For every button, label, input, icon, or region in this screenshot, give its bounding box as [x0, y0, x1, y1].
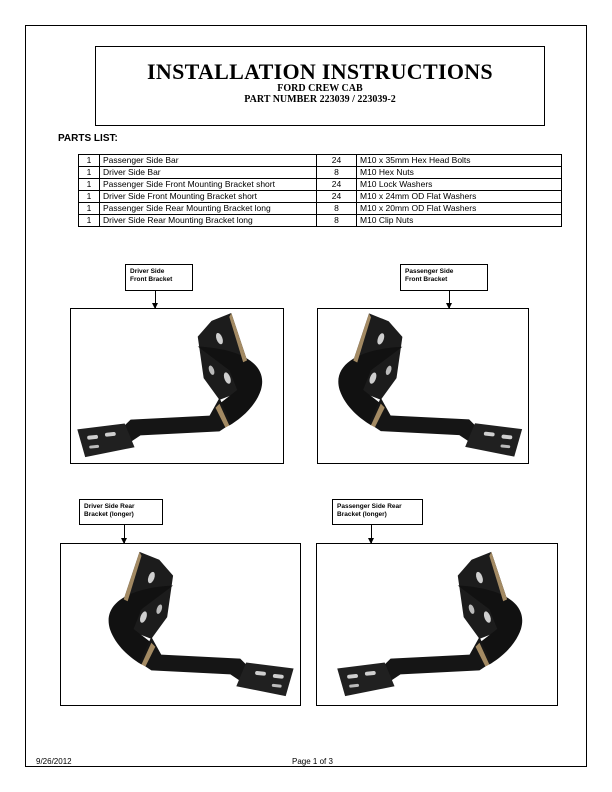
qty-cell: 24 — [317, 179, 357, 191]
passenger-front-label — [400, 264, 488, 291]
driver-front-arrow — [155, 291, 156, 308]
qty-cell: 24 — [317, 191, 357, 203]
bracket-illustration — [61, 544, 300, 705]
description-cell: M10 x 35mm Hex Head Bolts — [357, 155, 562, 167]
parts-list-heading: PARTS LIST: — [58, 133, 118, 144]
passenger-rear-label — [332, 499, 423, 525]
bracket-illustration — [71, 309, 283, 463]
description-cell: M10 x 20mm OD Flat Washers — [357, 203, 562, 215]
parts-table — [78, 154, 562, 227]
table-row — [79, 203, 562, 215]
passenger-front-arrow — [449, 291, 450, 308]
label-line: Bracket (longer) — [337, 511, 387, 518]
qty-cell: 8 — [317, 203, 357, 215]
label-line: Bracket (longer) — [84, 511, 134, 518]
page-number: Page 1 of 3 — [292, 757, 333, 766]
qty-cell: 1 — [79, 215, 100, 227]
table-row — [79, 167, 562, 179]
passenger-rear-bracket-image — [316, 543, 558, 706]
label-line: Driver Side — [130, 268, 165, 275]
label-line: Passenger Side — [405, 268, 454, 275]
bracket-illustration — [318, 309, 528, 463]
qty-cell: 1 — [79, 191, 100, 203]
driver-rear-arrow — [124, 525, 125, 543]
label-line: Front Bracket — [405, 276, 448, 283]
qty-cell: 1 — [79, 155, 100, 167]
description-cell: M10 x 24mm OD Flat Washers — [357, 191, 562, 203]
description-cell: M10 Clip Nuts — [357, 215, 562, 227]
description-cell: M10 Hex Nuts — [357, 167, 562, 179]
label-line: Passenger Side Rear — [337, 503, 402, 510]
driver-front-bracket-image — [70, 308, 284, 464]
passenger-front-bracket-image — [317, 308, 529, 464]
title-box — [95, 46, 545, 126]
description-cell: M10 Lock Washers — [357, 179, 562, 191]
label-line: Front Bracket — [130, 276, 173, 283]
qty-cell: 1 — [79, 167, 100, 179]
description-cell: Passenger Side Bar — [100, 155, 317, 167]
bracket-illustration — [317, 544, 557, 705]
driver-front-label — [125, 264, 193, 291]
label-line: Driver Side Rear — [84, 503, 135, 510]
description-cell: Driver Side Bar — [100, 167, 317, 179]
qty-cell: 24 — [317, 155, 357, 167]
description-cell: Passenger Side Rear Mounting Bracket long — [100, 203, 317, 215]
page-title: INSTALLATION INSTRUCTIONS — [147, 59, 493, 84]
table-row — [79, 215, 562, 227]
qty-cell: 8 — [317, 167, 357, 179]
passenger-rear-arrow — [371, 525, 372, 543]
description-cell: Passenger Side Front Mounting Bracket short — [100, 179, 317, 191]
table-row — [79, 191, 562, 203]
vehicle-subtitle: FORD CREW CAB — [277, 83, 363, 94]
description-cell: Driver Side Rear Mounting Bracket long — [100, 215, 317, 227]
footer-date: 9/26/2012 — [36, 757, 72, 766]
driver-rear-label — [79, 499, 163, 525]
table-row — [79, 179, 562, 191]
driver-rear-bracket-image — [60, 543, 301, 706]
table-row — [79, 155, 562, 167]
qty-cell: 1 — [79, 203, 100, 215]
part-number: PART NUMBER 223039 / 223039-2 — [244, 94, 396, 105]
qty-cell: 8 — [317, 215, 357, 227]
qty-cell: 1 — [79, 179, 100, 191]
description-cell: Driver Side Front Mounting Bracket short — [100, 191, 317, 203]
